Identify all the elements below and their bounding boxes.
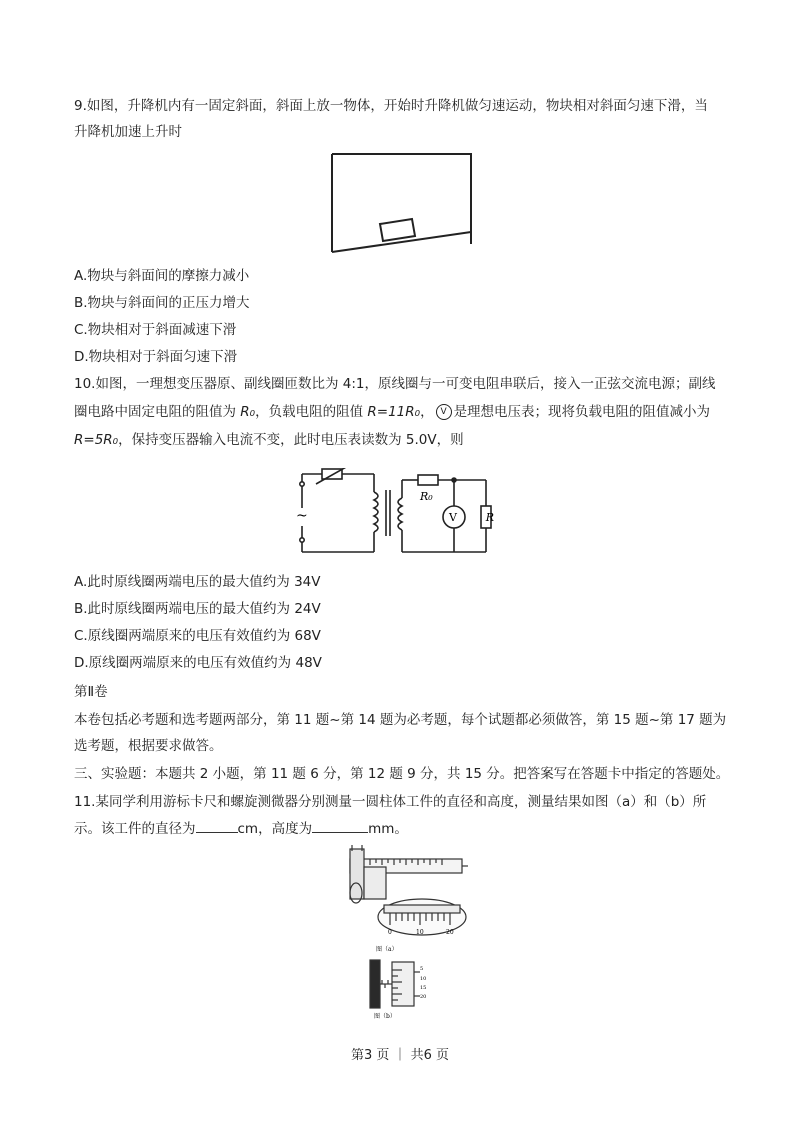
part2-title: 第Ⅱ卷 <box>74 684 108 700</box>
diameter-answer-blank <box>196 818 238 833</box>
vernier-label-20: 20 <box>446 929 454 936</box>
label-r0: R₀ <box>420 490 433 503</box>
part2-desc-line1: 本卷包括必考题和选考题两部分，第 11 题~第 14 题为必考题，每个试题都必须做答，第 15 题~第 17 题为 <box>74 712 727 728</box>
q9-option-a: A.物块与斜面间的摩擦力减小 <box>74 268 250 284</box>
page-footer: 第3 页 ｜ 共6 页 <box>350 1048 450 1063</box>
micrometer-label-10: 10 <box>420 976 427 982</box>
q10-option-a: A.此时原线圈两端电压的最大值约为 34V <box>74 574 321 590</box>
transformer-circuit-figure <box>294 468 494 560</box>
label-v: V <box>449 511 457 524</box>
vernier-label-10: 10 <box>416 929 424 936</box>
fixed-resistor-r0 <box>418 475 438 485</box>
section3-heading: 三、实验题：本题共 2 小题，第 11 题 6 分，第 12 题 9 分，共 15 分。把答案写在答题卡中指定的答题处。 <box>74 766 730 782</box>
voltmeter-symbol: V <box>436 404 452 420</box>
figure-b-label: 图（b） <box>374 1013 396 1020</box>
q11-stem-line1: 11.某同学利用游标卡尺和螺旋测微器分别测量一圆柱体工件的直径和高度，测量结果如图（a）和（b）所 <box>74 794 707 810</box>
q9-stem-line1: 9.如图，升降机内有一固定斜面，斜面上放一物体，开始时升降机做匀速运动，物块相对斜面匀速下滑，当 <box>74 98 708 114</box>
q10-option-c: C.原线圈两端原来的电压有效值约为 68V <box>74 628 321 644</box>
elevator-incline-figure <box>328 152 476 256</box>
micrometer-figure <box>368 958 440 1022</box>
figure-a-label: 图（a） <box>376 946 398 953</box>
q9-option-b: B.物块与斜面间的正压力增大 <box>74 295 250 311</box>
q10-stem-line2: 圈电路中固定电阻的阻值为 R₀，负载电阻的阻值 R=11R₀， V 是理想电压表；现将负载电阻的阻值减小为 <box>74 404 711 420</box>
vernier-label-0: 0 <box>388 929 392 936</box>
primary-coil <box>374 492 378 532</box>
vernier-caliper-figure <box>340 845 468 957</box>
micrometer-label-5: 5 <box>420 966 424 972</box>
q11-stem-line2: 示。该工件的直径为 cm，高度为 mm。 <box>74 818 408 839</box>
secondary-coil <box>398 498 402 530</box>
q9-option-d: D.物块相对于斜面匀速下滑 <box>74 349 238 365</box>
label-r: R <box>485 511 494 524</box>
q10-option-b: B.此时原线圈两端电压的最大值约为 24V <box>74 601 321 617</box>
q10-option-d: D.原线圈两端原来的电压有效值约为 48V <box>74 655 322 671</box>
micrometer-label-15: 15 <box>420 985 427 991</box>
block-shape <box>380 219 415 241</box>
q9-option-c: C.物块相对于斜面减速下滑 <box>74 322 237 338</box>
q10-stem-line3: R=5R₀，保持变压器输入电流不变，此时电压表读数为 5.0V，则 <box>74 432 464 448</box>
height-answer-blank <box>312 818 368 833</box>
part2-desc-line2: 选考题，根据要求做答。 <box>74 738 223 754</box>
ac-source-symbol: ~ <box>296 508 308 524</box>
q9-stem-line2: 升降机加速上升时 <box>74 124 182 140</box>
q10-stem-line1: 10.如图，一理想变压器原、副线圈匝数比为 4:1，原线圈与一可变电阻串联后，接入一正弦交流电源；副线 <box>74 376 716 392</box>
micrometer-label-20: 20 <box>420 994 427 1000</box>
